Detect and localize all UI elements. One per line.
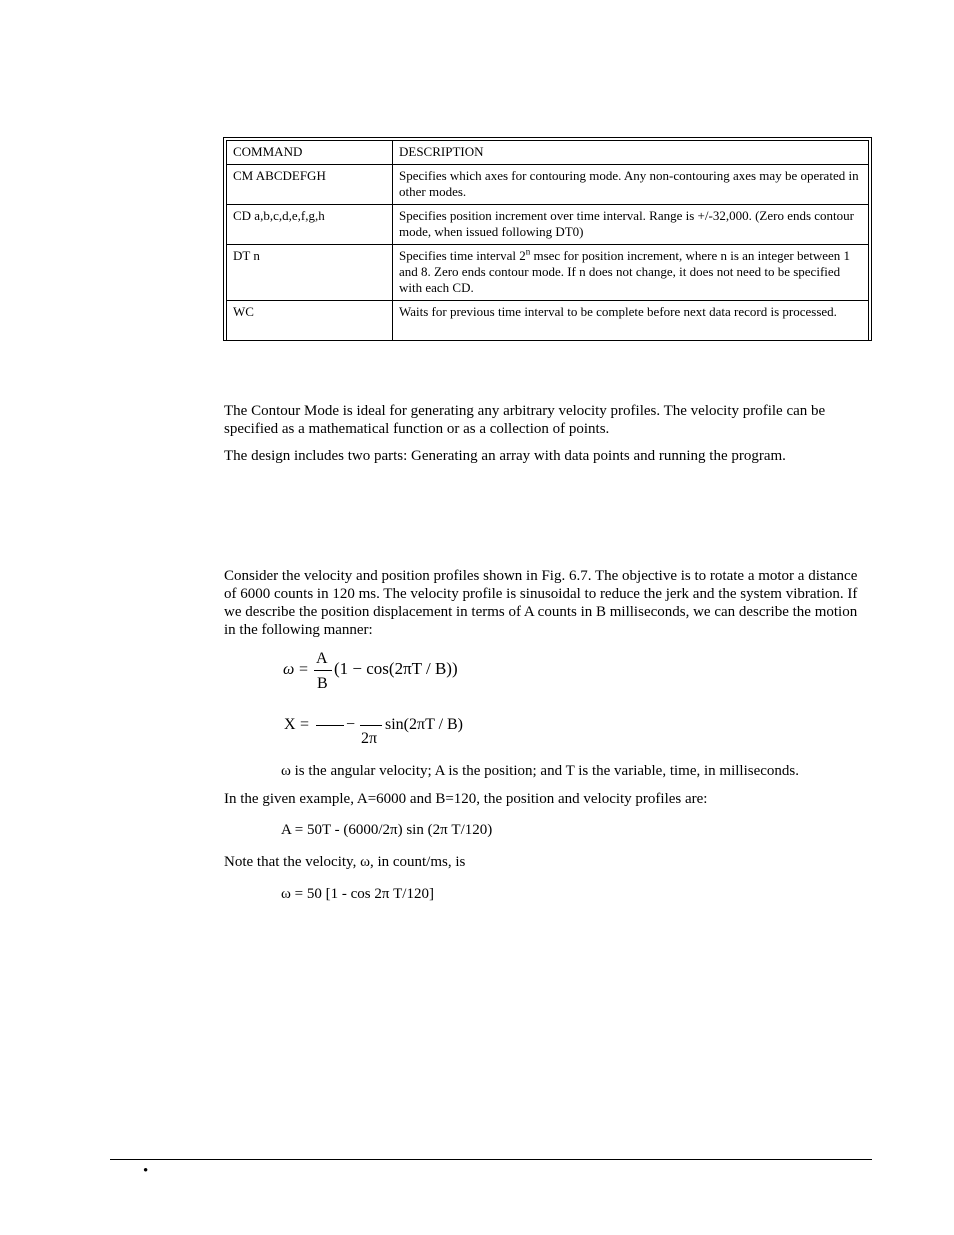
velocity-note: Note that the velocity, ω, in count/ms, is [224,854,466,870]
table-row [227,301,869,341]
fraction-numerator: A [316,650,328,667]
footer-bullet: • [143,1163,149,1179]
command-cell: CM ABCDEFGH [227,165,393,205]
table-row [227,205,869,245]
design-paragraph: The design includes two parts: Generating an array with data points and running the program. [224,448,786,464]
x-symbol: X [284,716,296,733]
fraction-denominator: B [317,675,328,692]
equation-body: (1 − cos(2πT / B)) [334,659,458,678]
equals-sign: = [299,661,309,678]
table-row [227,165,869,205]
table-header-row [227,141,869,165]
command-cell: DT n [227,245,393,301]
description-cell: Specifies position increment over time interval. Range is +/-32,000. (Zero ends contour mode, when issued following DT0) [393,205,869,245]
example-paragraph: Consider the velocity and position profiles shown in Fig. 6.7. The objective is to rotate a motor a distance of 6000 counts in 120 ms. The velocity profile is sinusoidal to reduce the jerk and the system vibration. If we describe the position displacement in terms of A counts in B milliseconds, we can describe the motion in the following manner: [224,568,858,638]
position-formula: A = 50T - (6000/2π) sin (2π T/120) [281,822,493,838]
command-table [223,137,872,341]
fraction-bar [316,725,344,726]
command-cell: CD a,b,c,d,e,f,g,h [227,205,393,245]
description-cell: Waits for previous time interval to be complete before next data record is processed. [393,301,869,341]
table-row [227,245,869,301]
equation-body: sin(2πT / B) [385,716,464,733]
minus-sign: − [346,716,356,733]
equals-sign: = [300,716,310,733]
description-cell: Specifies which axes for contouring mode. Any non-contouring axes may be operated in other modes. [393,165,869,205]
command-table-grid [226,140,869,341]
footer-divider [110,1159,872,1160]
example-intro: In the given example, A=6000 and B=120, the position and velocity profiles are: [224,791,708,807]
fraction-bar [314,670,332,671]
intro-paragraph: The Contour Mode is ideal for generating any arbitrary velocity profiles. The velocity profile can be specified as a mathematical function or as a collection of points. [224,403,826,437]
omega-description: ω is the angular velocity; A is the position; and T is the variable, time, in milliseconds. [281,763,799,779]
header-command: COMMAND [227,141,393,165]
fraction-bar [360,725,382,726]
header-description: DESCRIPTION [393,141,869,165]
description-cell [393,245,869,301]
fraction-denominator: 2π [361,730,378,747]
description-text: Specifies time interval 2 [399,248,526,263]
exponent: n [525,246,531,257]
command-cell: WC [227,301,393,341]
omega-symbol: ω [283,661,295,678]
description-text: msec for position increment, where n is an integer between 1 and 8. Zero ends contour mode. If n does not change, it does not need to be specified with each CD. [399,248,851,295]
velocity-formula: ω = 50 [1 - cos 2π T/120] [281,886,434,902]
